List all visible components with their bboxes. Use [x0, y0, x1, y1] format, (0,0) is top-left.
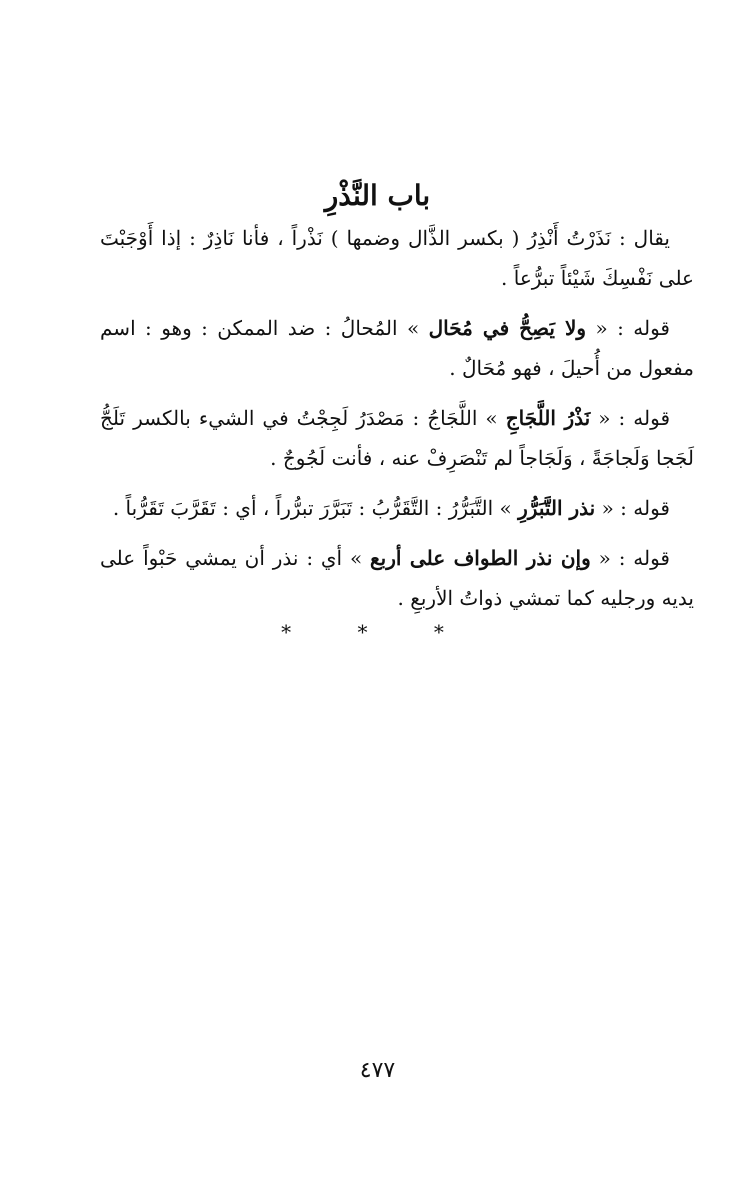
- explanation-text: » التَّبَرُّرُ : التَّقَرُّبُ : تَبَرَّرَ تبرُّراً ، أي : تَقَرَّبَ تَقَرُّباً .: [112, 496, 519, 520]
- quoted-term: نَذْرُ اللَّجَاجِ: [505, 406, 591, 430]
- paragraph-lajaj: [100, 398, 694, 478]
- quote-prefix: قوله : «: [595, 496, 670, 520]
- explanation-text: » المُحالُ : ضد الممكن : وهو : اسم مفعول من أُحيلَ ، فهو مُحَالٌ .: [100, 316, 694, 380]
- explanation-text: » أي : نذر أن يمشي حَبْواً على يديه ورجليه كما تمشي ذواتُ الأربعِ .: [100, 546, 694, 610]
- quoted-term: ولا يَصِحُّ في مُحَال: [428, 316, 587, 340]
- paragraph-tabarrur: [100, 488, 694, 528]
- paragraph-text: يقال : نَذَرْتُ أَنْذِرُ ( بكسر الذَّال وضمها ) نَذْراً ، فأنا نَاذِرٌ : إذا أَوْجَبْتَ على نَفْسِكَ شَيْئاً تبرُّعاً .: [100, 226, 694, 290]
- paragraph-tawaf: [100, 538, 694, 618]
- section-end-ornament: * * *: [281, 620, 474, 644]
- quoted-term: وإن نذر الطواف على أربع: [370, 546, 591, 570]
- quoted-term: نذر التَّبَرُّرِ: [518, 496, 596, 520]
- page-number: ٤٧٧: [359, 1058, 396, 1083]
- paragraph-intro: [100, 218, 694, 298]
- chapter-body: [100, 218, 694, 628]
- paragraph-muhal: [100, 308, 694, 388]
- quote-prefix: قوله : «: [590, 546, 670, 570]
- explanation-text: » اللَّجَاجُ : مَصْدَرُ لَجِجْتُ في الشيء بالكسر تَلَجُّ لَجَجا وَلَجاجَةً ، وَلَجَاجاً لم تَنْصَرِفْ عنه ، فأنت لَجُوجٌ .: [100, 406, 694, 470]
- quote-prefix: قوله : «: [586, 316, 670, 340]
- quote-prefix: قوله : «: [590, 406, 670, 430]
- chapter-title: باب النَّذْرِ: [324, 178, 431, 212]
